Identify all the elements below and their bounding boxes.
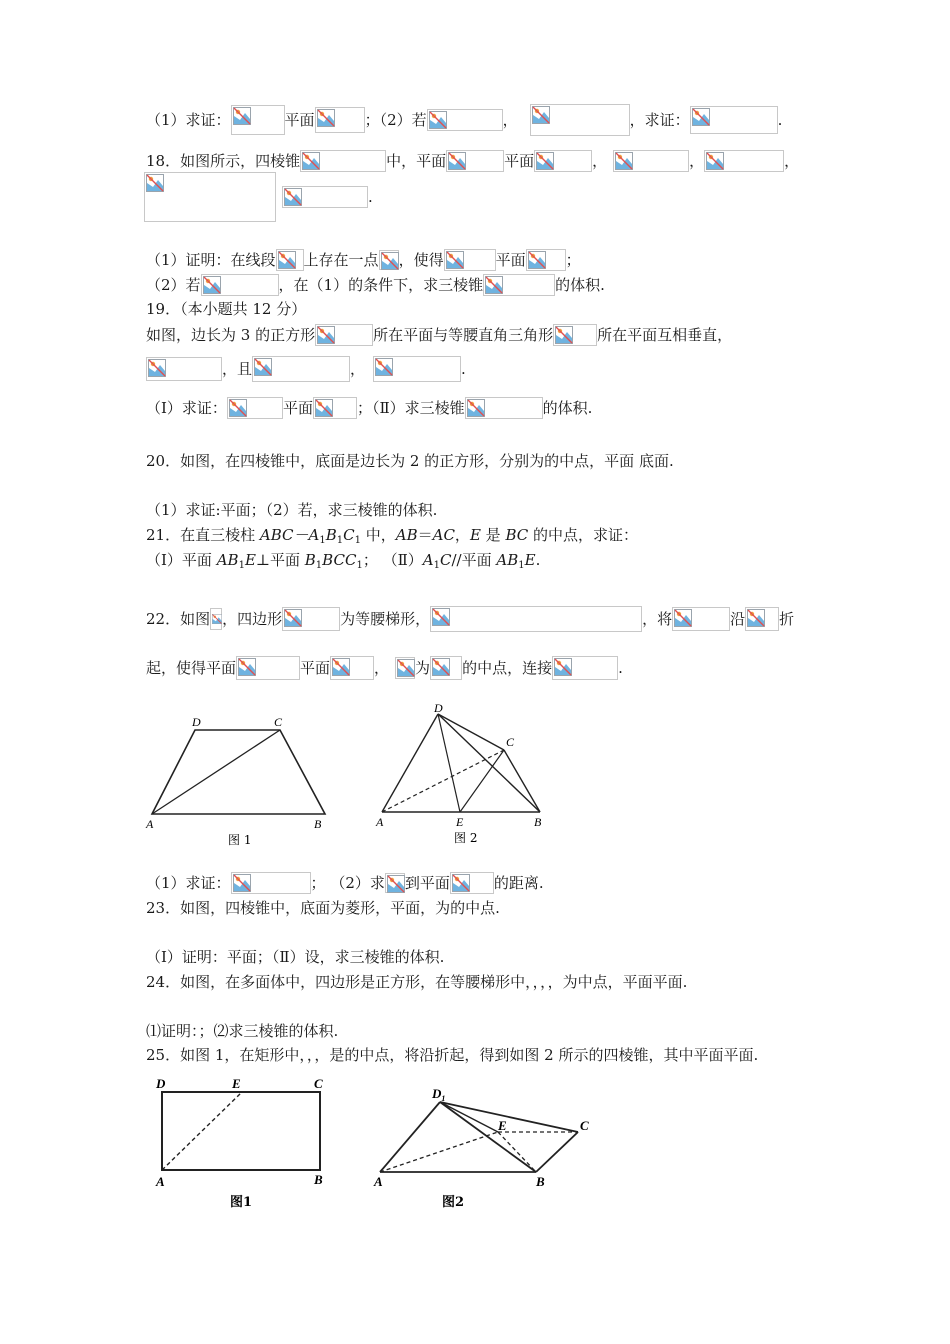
broken-image-icon <box>330 656 374 680</box>
text: 1 <box>433 560 440 571</box>
text: 到平面 <box>404 874 450 892</box>
edge-ec <box>460 750 504 812</box>
figure-22-2 <box>368 700 558 855</box>
text: ；（Ⅱ）求三棱锥 <box>356 399 465 417</box>
text: ＝ <box>417 526 433 544</box>
text: AB <box>395 526 418 544</box>
label-e: E <box>232 1076 241 1091</box>
line-25-1 <box>146 1044 758 1065</box>
line-18-1 <box>146 150 799 172</box>
text: ， <box>350 360 366 378</box>
text: ， <box>689 152 705 170</box>
text: 19．（本小题共 12 分） <box>146 300 307 318</box>
text: 20．如图，在四棱锥中，底面是边长为 2 的正方形，分别为的中点，平面 底面. <box>146 452 674 470</box>
broken-image-icon <box>427 109 503 131</box>
broken-image-icon <box>613 150 689 172</box>
broken-image-icon <box>373 356 461 382</box>
broken-image-icon <box>210 608 222 630</box>
label-c: C <box>580 1118 589 1133</box>
text: （1）求证： <box>146 111 231 129</box>
text: ，四边形 <box>222 610 283 628</box>
text: 平面 <box>282 399 313 417</box>
text: ，将 <box>642 610 673 628</box>
label-d1-sub: 1 <box>441 1094 446 1103</box>
line-22-3 <box>146 872 544 894</box>
text: （1）求证： <box>146 874 231 892</box>
label-b: B <box>314 1172 323 1187</box>
diagonal-ac <box>152 730 280 814</box>
line-18-4 <box>146 274 605 296</box>
broken-image-icon <box>534 150 592 172</box>
caption-fig2: 图 2 <box>454 831 478 845</box>
broken-image-icon <box>231 105 285 135</box>
label-d1 <box>431 1086 445 1103</box>
text: 如图，边长为 3 的正方形 <box>146 326 316 344</box>
edge-d1e <box>440 1102 498 1132</box>
figure-25-1 <box>148 1072 348 1212</box>
label-d: D <box>192 715 201 729</box>
broken-image-icon <box>300 150 386 172</box>
text: ，使得 <box>398 251 444 269</box>
figure-22-1 <box>140 710 340 855</box>
text: 中， <box>360 526 396 544</box>
text: . <box>535 551 541 569</box>
text: 的体积. <box>555 276 605 294</box>
text: 所在平面与等腰直角三角形 <box>373 326 554 344</box>
line-19-1 <box>146 298 306 319</box>
text: ； <box>565 251 581 269</box>
rectangle-abcd <box>162 1092 320 1170</box>
broken-image-icon <box>395 657 415 679</box>
text: （2）若 <box>146 276 201 294</box>
text: 1 <box>238 560 245 571</box>
edge-bc <box>536 1132 578 1172</box>
line-17-1 <box>146 104 782 136</box>
text: （Ⅰ）证明：平面；（Ⅱ）设，求三棱锥的体积. <box>146 948 445 966</box>
label-b: B <box>314 817 322 831</box>
broken-image-icon <box>315 324 373 346</box>
label-a: A <box>376 815 384 829</box>
label-d: D <box>434 701 443 715</box>
line-24-1 <box>146 971 687 992</box>
text: B <box>325 526 337 544</box>
line-23-1 <box>146 897 500 918</box>
broken-image-icon <box>385 873 405 893</box>
pyramid-diagram <box>368 700 558 855</box>
text: 折 <box>779 610 795 628</box>
text: 21．在直三棱柱 <box>146 526 260 544</box>
label-a: A <box>156 1174 165 1189</box>
text: 25．如图 1，在矩形中，，，是的中点，将沿折起，得到如图 2 所示的四棱锥，其中平面平面. <box>146 1046 759 1064</box>
broken-image-icon <box>379 250 399 270</box>
text: E <box>244 551 256 569</box>
text: 的中点，连接 <box>462 659 553 677</box>
edge-dc <box>438 714 504 750</box>
text: ， <box>374 659 390 677</box>
label-e: E <box>498 1118 507 1133</box>
text: 1 <box>356 560 363 571</box>
segment-ae <box>162 1092 242 1170</box>
broken-image-icon <box>553 324 597 346</box>
label-e: E <box>456 815 464 829</box>
line-24-2 <box>146 1020 338 1041</box>
line-22-1 <box>146 606 794 632</box>
text: ， <box>592 152 608 170</box>
broken-image-icon <box>313 397 357 419</box>
text: AB <box>496 551 519 569</box>
text: AB <box>216 551 239 569</box>
trapezoid-diagram <box>140 710 340 855</box>
broken-image-icon <box>530 104 630 136</box>
text: E <box>469 526 481 544</box>
text: 中，平面 <box>386 152 447 170</box>
broken-image-icon <box>483 274 555 296</box>
rectangle-diagram <box>148 1072 348 1212</box>
text: . <box>618 659 623 677</box>
text: BC <box>505 526 529 544</box>
broken-image-icon <box>526 249 566 271</box>
text: 1 <box>354 535 361 546</box>
text: 1 <box>518 560 525 571</box>
label-b: B <box>536 1174 545 1189</box>
broken-image-icon <box>201 274 279 296</box>
text: （Ⅰ）求证： <box>146 399 227 417</box>
text: ；（2）若 <box>364 111 427 129</box>
line-21-2 <box>146 549 540 576</box>
line-19-3 <box>146 356 466 382</box>
text: . <box>461 360 466 378</box>
text: . <box>368 188 373 206</box>
text: 的体积. <box>542 399 593 417</box>
text: ，在（1）的条件下，求三棱锥 <box>278 276 484 294</box>
edge-db <box>438 714 540 812</box>
text: 是 <box>480 526 506 544</box>
broken-image-icon <box>552 656 618 680</box>
label-d: D <box>156 1076 166 1091</box>
label-c: C <box>506 735 515 749</box>
caption-fig2: 图2 <box>442 1195 465 1210</box>
line-18-2 <box>282 186 373 208</box>
text: 沿 <box>730 610 746 628</box>
edge-cb <box>504 750 540 812</box>
label-a: A <box>374 1174 383 1189</box>
broken-image-icon <box>231 872 311 894</box>
broken-image-icon <box>315 107 365 133</box>
caption-fig1: 图 1 <box>228 833 252 847</box>
line-23-2 <box>146 946 444 967</box>
line-19-4 <box>146 397 592 419</box>
text: 平面 <box>284 111 315 129</box>
broken-image-icon <box>465 397 543 419</box>
text: 为 <box>415 659 431 677</box>
text: //平面 <box>451 551 497 569</box>
text: 的中点，求证： <box>528 526 638 544</box>
line-22-2 <box>146 656 623 680</box>
label-b: B <box>534 815 542 829</box>
text: （1）证明：在线段 <box>146 251 276 269</box>
text: BCC <box>322 551 357 569</box>
text: 的距离. <box>493 874 544 892</box>
broken-image-icon <box>227 397 283 419</box>
text: ⊥平面 <box>255 551 305 569</box>
text: C <box>440 551 452 569</box>
text: ； （Ⅱ） <box>362 551 423 569</box>
broken-image-icon <box>672 607 730 631</box>
label-c: C <box>314 1076 323 1091</box>
text: 所在平面互相垂直， <box>597 326 733 344</box>
line-20-1 <box>146 450 674 471</box>
broken-image-icon <box>690 106 778 134</box>
broken-image-icon <box>276 249 304 271</box>
broken-image-icon <box>430 606 642 632</box>
text: 上存在一点 <box>303 251 379 269</box>
text: ； （2）求 <box>310 874 385 892</box>
broken-image-icon <box>446 150 504 172</box>
text: 为等腰梯形， <box>340 610 431 628</box>
text: E <box>524 551 536 569</box>
text: 平面 <box>300 659 331 677</box>
line-21-1 <box>146 524 638 551</box>
broken-image-icon <box>144 172 276 222</box>
broken-image-icon <box>236 656 300 680</box>
broken-image-icon <box>282 607 340 631</box>
text: ， <box>454 526 470 544</box>
text: ABC－A <box>259 526 320 544</box>
broken-image-icon <box>430 656 462 680</box>
text: 平面 <box>504 152 535 170</box>
text: 1 <box>315 560 323 571</box>
label-a: A <box>146 817 154 831</box>
line-18-3 <box>146 249 581 271</box>
edge-eb-hidden <box>498 1132 536 1172</box>
text: 22．如图 <box>146 610 211 628</box>
text: （1）求证:平面；（2）若，求三棱锥的体积. <box>146 501 438 519</box>
caption-fig1: 图1 <box>230 1195 253 1210</box>
text: 23．如图，四棱锥中，底面为菱形，平面，为的中点. <box>146 899 500 917</box>
text: AC <box>432 526 455 544</box>
text: ， <box>784 152 800 170</box>
text: 1 <box>319 535 326 546</box>
text: . <box>777 111 783 129</box>
broken-image-icon <box>146 357 222 381</box>
label-d1-main: D <box>432 1086 442 1101</box>
text: B <box>304 551 316 569</box>
broken-image-icon <box>450 872 494 894</box>
broken-image-icon <box>444 249 496 271</box>
trapezoid-outline <box>152 730 325 814</box>
text: 平面 <box>495 251 526 269</box>
edge-de <box>438 714 460 812</box>
label-c: C <box>274 715 283 729</box>
text: 起，使得平面 <box>146 659 237 677</box>
figure-25-2 <box>366 1072 606 1212</box>
broken-image-icon <box>252 356 350 382</box>
line-19-2 <box>146 324 732 346</box>
text: ， <box>502 111 518 129</box>
broken-image-icon <box>704 150 784 172</box>
pyramid-diagram <box>366 1072 606 1212</box>
line-20-2 <box>146 499 437 520</box>
text: 24．如图，在多面体中，四边形是正方形，在等腰梯形中，，，，为中点，平面平面. <box>146 973 688 991</box>
text: 1 <box>336 535 344 546</box>
text: C <box>343 526 355 544</box>
text: （Ⅰ）平面 <box>146 551 217 569</box>
text: A <box>422 551 434 569</box>
broken-image-icon <box>745 607 779 631</box>
broken-image-icon <box>282 186 368 208</box>
text: 18．如图所示，四棱锥 <box>146 152 301 170</box>
text: ，且 <box>222 360 253 378</box>
text: ，求证： <box>629 111 690 129</box>
text: ⑴证明：；⑵求三棱锥的体积. <box>146 1022 339 1040</box>
